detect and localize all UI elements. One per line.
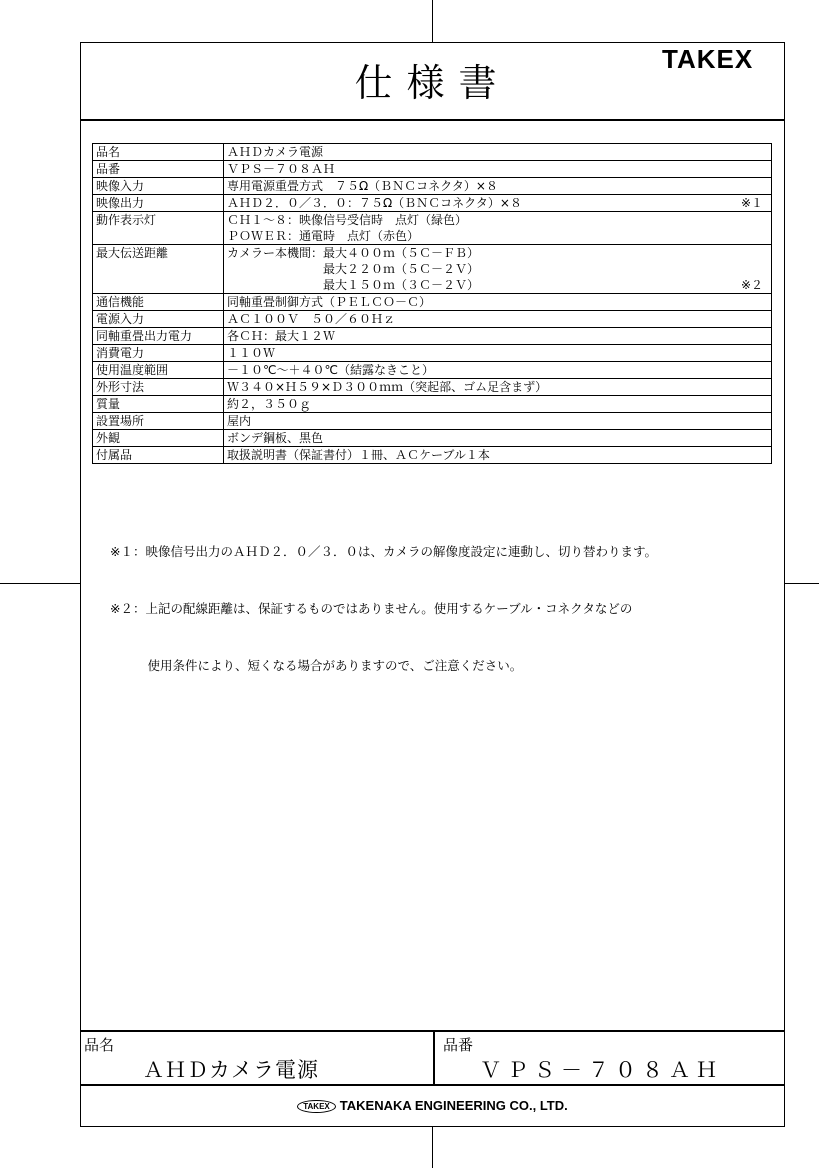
spec-value-line: 最大１５０ｍ（３Ｃ－２Ｖ） [227, 278, 480, 292]
spec-row [93, 328, 772, 345]
spec-value-line: 最大２２０ｍ（５Ｃ－２Ｖ） [227, 262, 480, 276]
spec-label: 同軸重畳出力電力 [93, 328, 224, 345]
spec-label: 品名 [93, 144, 224, 161]
footer-name-label: 品名 [84, 1036, 115, 1054]
spec-label: 映像出力 [93, 195, 224, 212]
spec-value [224, 195, 772, 212]
footnote-2: ※２：上記の配線距離は、保証するものではありません。使用するケーブル・コネクタなどの [110, 601, 633, 616]
spec-row [93, 345, 772, 362]
spec-value [224, 447, 772, 464]
spec-row [93, 178, 772, 195]
footer-number-label: 品番 [443, 1036, 474, 1054]
spec-value [224, 430, 772, 447]
crop-mark-right [785, 583, 819, 584]
spec-value-line: 同軸重畳制御方式（ＰＥＬＣＯ－Ｃ） [227, 295, 432, 309]
spec-label: 外観 [93, 430, 224, 447]
document-title: 仕様書 [354, 61, 511, 105]
spec-value-line: 取扱説明書（保証書付）１冊、ＡＣケーブル１本 [227, 448, 490, 462]
spec-row [93, 195, 772, 212]
spec-row [93, 379, 772, 396]
spec-label: 電源入力 [93, 311, 224, 328]
spec-value [224, 413, 772, 430]
crop-mark-top [432, 0, 433, 42]
spec-row [93, 396, 772, 413]
spec-label: 使用温度範囲 [93, 362, 224, 379]
spec-label: 最大伝送距離 [93, 245, 224, 294]
footer-middle-divider [433, 1030, 435, 1084]
spec-value [224, 144, 772, 161]
spec-row [93, 413, 772, 430]
spec-value-line: ＡＣ１００Ｖ ５０／６０Ｈｚ [227, 312, 396, 326]
spec-label: 消費電力 [93, 345, 224, 362]
footnotes [110, 504, 657, 694]
spec-value [224, 396, 772, 413]
spec-value [224, 362, 772, 379]
spec-note-mark: ※２ [740, 278, 763, 292]
spec-value-line: １１０Ｗ [227, 346, 276, 360]
spec-value [224, 328, 772, 345]
company-name: TAKENAKA ENGINEERING CO., LTD. [339, 1098, 568, 1113]
spec-row [93, 362, 772, 379]
footer-number-value: ＶＰＳ－７０８ＡＨ [480, 1058, 723, 1082]
spec-label: 品番 [93, 161, 224, 178]
spec-label: 映像入力 [93, 178, 224, 195]
spec-value-line: 屋内 [227, 414, 252, 428]
footnote-1: ※１：映像信号出力のＡＨＤ２．０／３．０は、カメラの解像度設定に連動し、切り替わります。 [110, 544, 657, 559]
spec-row [93, 447, 772, 464]
spec-value-line: ＡＨＤ２．０／３．０：７５Ω（ＢＮＣコネクタ）×８ [227, 196, 522, 210]
footnote-3: 使用条件により、短くなる場合がありますので、ご注意ください。 [110, 658, 523, 673]
spec-value [224, 245, 772, 294]
crop-mark-bottom [432, 1127, 433, 1168]
spec-value-line: ＡＨＤカメラ電源 [227, 145, 324, 159]
crop-mark-left [0, 583, 80, 584]
spec-row [93, 311, 772, 328]
spec-value-line: ボンデ鋼板、黒色 [227, 431, 324, 445]
header-divider [80, 119, 785, 121]
spec-label: 付属品 [93, 447, 224, 464]
spec-row [93, 144, 772, 161]
spec-value [224, 161, 772, 178]
spec-row [93, 430, 772, 447]
footer-bottom-divider [80, 1084, 785, 1086]
spec-value-line: Ｗ３４０×Ｈ５９×Ｄ３００ｍｍ（突起部、ゴム足含まず） [227, 380, 548, 394]
spec-row [93, 245, 772, 294]
spec-value-line: カメラー本機間：最大４００ｍ（５Ｃ－ＦＢ） [227, 246, 480, 260]
spec-table [92, 143, 772, 464]
spec-value [224, 311, 772, 328]
company-line [80, 1098, 785, 1113]
spec-row [93, 294, 772, 311]
spec-label: 通信機能 [93, 294, 224, 311]
spec-value-line: 専用電源重畳方式 ７５Ω（ＢＮＣコネクタ）×８ [227, 179, 498, 193]
spec-value-line: 約２，３５０ｇ [227, 397, 312, 411]
spec-label: 動作表示灯 [93, 212, 224, 245]
spec-note-mark: ※１ [740, 196, 763, 210]
spec-value-line: －１０℃～＋４０℃（結露なきこと） [227, 363, 434, 377]
spec-value [224, 178, 772, 195]
spec-value [224, 294, 772, 311]
spec-label: 外形寸法 [93, 379, 224, 396]
spec-label: 設置場所 [93, 413, 224, 430]
spec-value-line: ＣＨ１～８：映像信号受信時 点灯（緑色） [227, 213, 468, 227]
spec-value [224, 379, 772, 396]
footer-name-value: ＡＨＤカメラ電源 [143, 1058, 319, 1082]
company-logo: TAKEX [297, 1100, 336, 1113]
spec-row [93, 161, 772, 178]
spec-value [224, 212, 772, 245]
spec-row [93, 212, 772, 245]
brand-logo: TAKEX [662, 44, 754, 74]
spec-value [224, 345, 772, 362]
spec-label: 質量 [93, 396, 224, 413]
spec-value-line: ＶＰＳ－７０８ＡＨ [227, 162, 336, 176]
spec-value-line: ＰＯＷＥＲ：通電時 点灯（赤色） [227, 229, 420, 243]
spec-value-line: 各ＣＨ：最大１２Ｗ [227, 329, 336, 343]
